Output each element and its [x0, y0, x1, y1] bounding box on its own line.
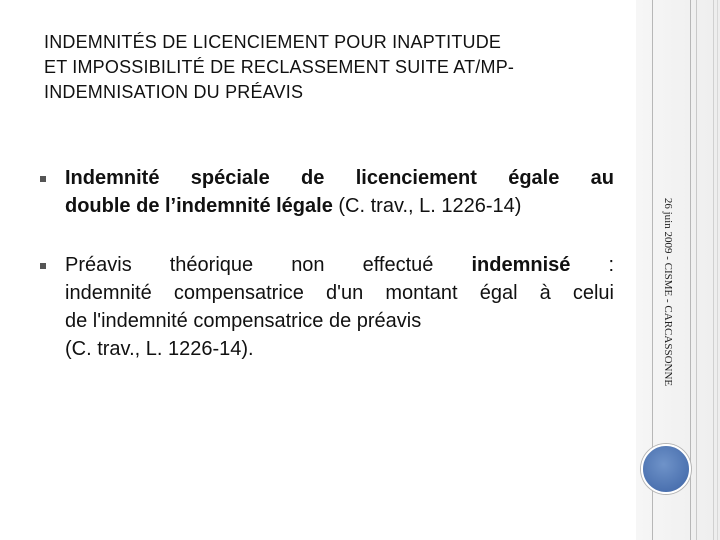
slide-title [44, 30, 624, 105]
decoration-line [717, 0, 718, 540]
bullet-text-line: Indemnité spéciale de licenciement égale au [65, 167, 614, 189]
decoration-line [713, 0, 714, 540]
bullet-list [40, 164, 614, 363]
bold-text: double de l’indemnité légale [65, 195, 333, 217]
title-line: INDEMNITÉS DE LICENCIEMENT POUR INAPTITUDE [44, 32, 502, 52]
bullet-text-line [65, 251, 614, 279]
bullet-item [40, 251, 614, 363]
bullet-text-line [65, 192, 614, 220]
slide-footer: 26 juin 2009 - CISME - CARCASSONNE [662, 197, 674, 387]
text: : [570, 254, 614, 276]
decoration-line [696, 0, 697, 540]
bold-text: indemnisé [471, 254, 571, 276]
title-line: ET IMPOSSIBILITÉ DE RECLASSEMENT SUITE AT/MP- [44, 57, 515, 77]
bullet-text-line: de l'indemnité compensatrice de préavis [65, 310, 422, 332]
decorative-circle-icon [641, 444, 691, 494]
bullet-text-line: (C. trav., L. 1226-14). [65, 338, 254, 360]
title-line: INDEMNISATION DU PRÉAVIS [44, 82, 304, 102]
bullet-item [40, 164, 614, 220]
bullet-text-line: indemnité compensatrice d'un montant égal à celui [65, 282, 614, 304]
text: (C. trav., L. 1226-14) [332, 195, 522, 217]
bullet-square-icon [40, 176, 46, 182]
decoration-line [690, 0, 691, 540]
bullet-square-icon [40, 263, 46, 269]
text: Préavis théorique non effectué [65, 254, 472, 276]
